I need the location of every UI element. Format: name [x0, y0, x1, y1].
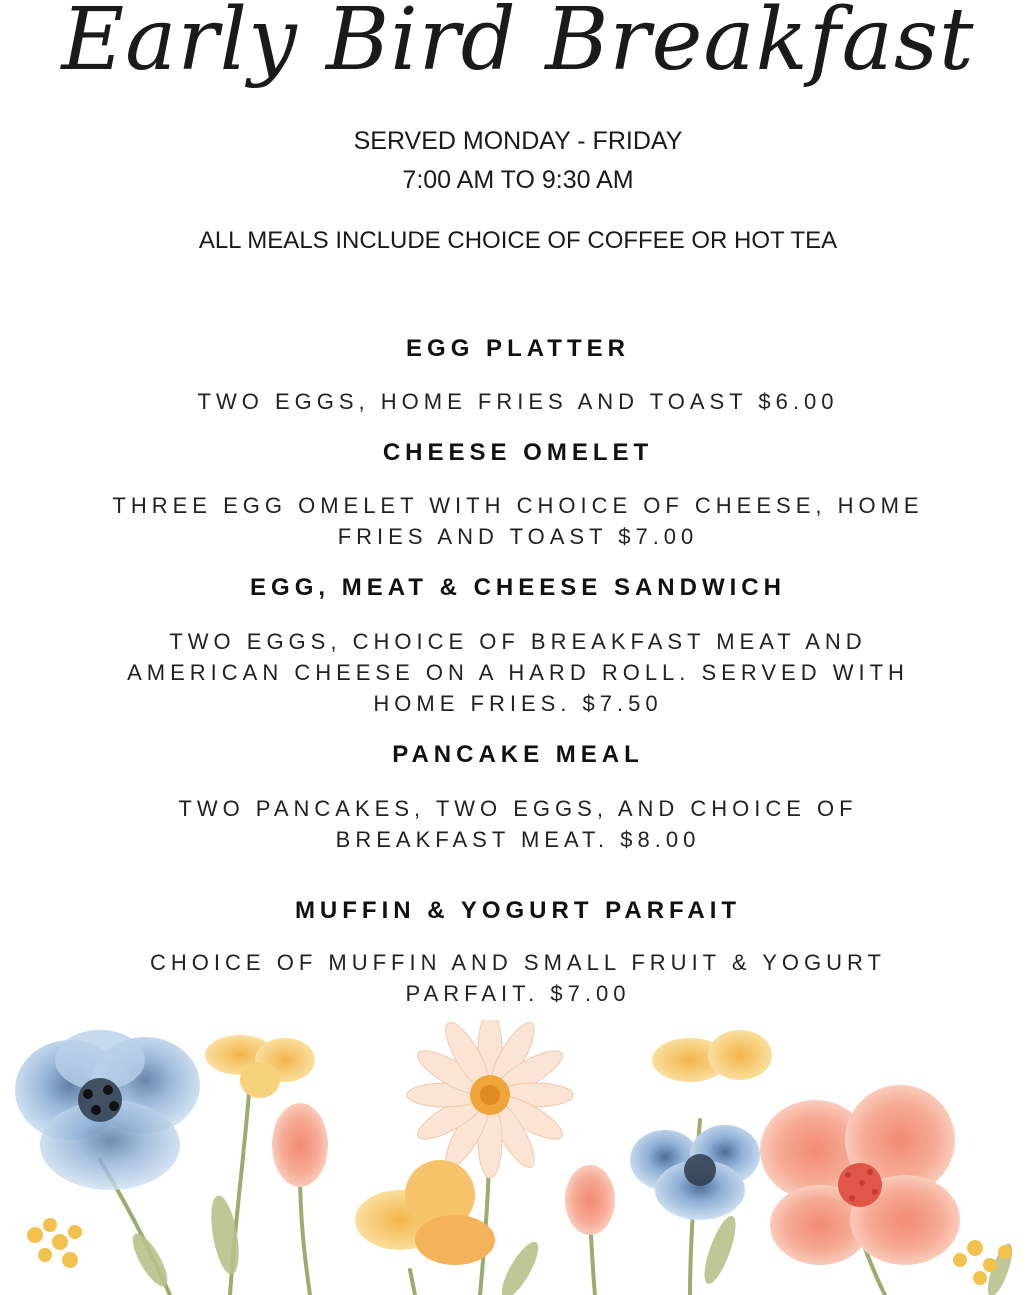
yellow-flower-right [652, 1030, 772, 1082]
schedule-days: SERVED MONDAY - FRIDAY [353, 127, 683, 155]
description-line: AMERICAN CHEESE ON A HARD ROLL. SERVED WITH [127, 660, 909, 685]
description-line: HOME FRIES. $7.50 [373, 691, 663, 716]
description-line: TWO PANCAKES, TWO EGGS, AND CHOICE OF [178, 796, 858, 821]
peach-flower-right [760, 1085, 960, 1265]
menu-title: Early Bird Breakfast [61, 0, 975, 90]
blue-flower-left [15, 1030, 200, 1190]
menu-item-description [0, 626, 1036, 719]
menu-item-title: EGG, MEAT & CHEESE SANDWICH [250, 574, 786, 601]
menu-item-title: CHEESE OMELET [382, 439, 654, 466]
schedule-time: 7:00 AM TO 9:30 AM [402, 166, 634, 194]
yellow-flower-top [205, 1035, 315, 1098]
beverage-note: ALL MEALS INCLUDE CHOICE OF COFFEE OR HOT TEA [198, 227, 838, 254]
description-line: THREE EGG OMELET WITH CHOICE OF CHEESE, HOME [112, 493, 924, 518]
menu-item-title: EGG PLATTER [406, 335, 630, 362]
menu-item-description [0, 947, 1036, 1009]
description-line: PARFAIT. $7.00 [405, 981, 631, 1006]
menu-item-description [0, 386, 1036, 417]
menu-item-title: PANCAKE MEAL [392, 741, 644, 768]
description-line: TWO EGGS, HOME FRIES AND TOAST $6.00 [197, 389, 839, 414]
menu-item-description [0, 793, 1036, 855]
daisy-flower [407, 1020, 573, 1178]
menu-item-description [0, 490, 1036, 552]
blue-flower-right [630, 1125, 760, 1220]
description-line: CHOICE OF MUFFIN AND SMALL FRUIT & YOGURT [150, 950, 886, 975]
orange-flower-center [355, 1160, 495, 1265]
peach-bud-center [565, 1165, 615, 1235]
description-line: TWO EGGS, CHOICE OF BREAKFAST MEAT AND [169, 629, 867, 654]
peach-bud-left [272, 1103, 328, 1187]
description-line: BREAKFAST MEAT. $8.00 [335, 827, 701, 852]
watercolor-flowers-illustration [0, 1020, 1036, 1295]
description-line: FRIES AND TOAST $7.00 [337, 524, 699, 549]
menu-item-title: MUFFIN & YOGURT PARFAIT [294, 897, 742, 924]
